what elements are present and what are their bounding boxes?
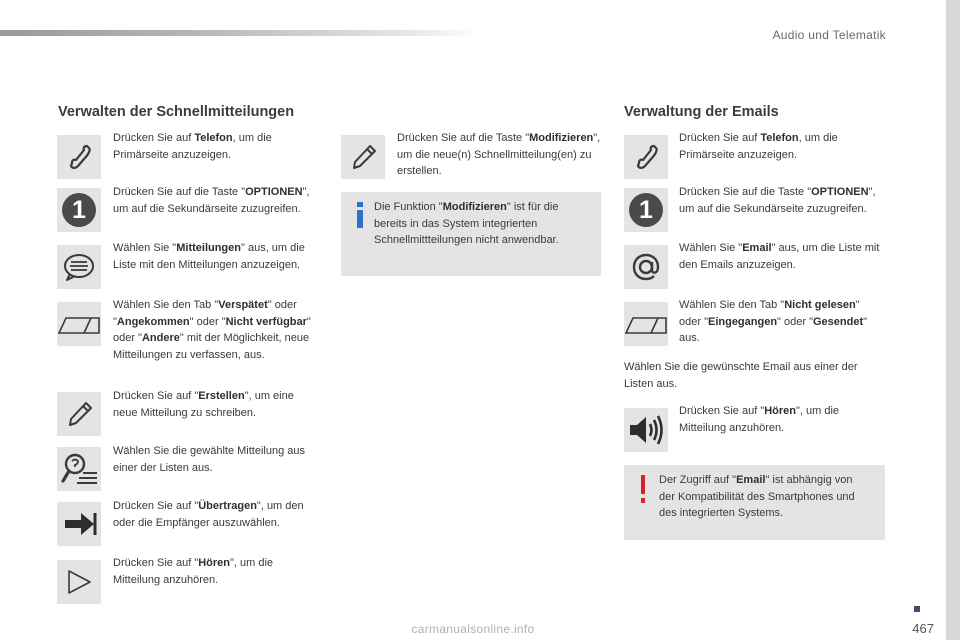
number-1-badge <box>57 188 101 232</box>
section-title-quick-messages: Verwalten der Schnellmitteilungen <box>58 104 295 120</box>
left-step-4-text: Wählen Sie den Tab "Verspätet" oder "Angekommen" oder "Nicht verfügbar" oder "Andere" mit der Möglichkeit, neue Mitteilungen zu verfassen, aus. <box>113 299 311 361</box>
right-step-2-text: Drücken Sie auf die Taste "OPTIONEN", um auf die Sekundärseite zuzugreifen. <box>679 186 876 215</box>
phone-icon <box>624 135 668 179</box>
info-icon <box>355 202 365 228</box>
pencil-icon <box>341 135 385 179</box>
warning-note <box>624 465 885 540</box>
left-step-8-text: Drücken Sie auf "Hören", um die Mitteilung anzuhören. <box>113 557 274 586</box>
warning-note-text: Der Zugriff auf "Email" ist abhängig von der Kompatibilität des Smartphones und des integrierten Systems. <box>659 474 855 519</box>
at-icon <box>624 245 668 289</box>
messages-icon <box>57 245 101 289</box>
left-step-6-text: Wählen Sie die gewählte Mitteilung aus einer der Listen aus. <box>113 445 306 474</box>
number-label: 1 <box>629 193 663 227</box>
right-step-3-text: Wählen Sie "Email" aus, um die Liste mit den Emails anzuzeigen. <box>679 242 880 271</box>
page-number: 467 <box>912 621 934 636</box>
info-note <box>341 192 601 276</box>
left-step-7-text: Drücken Sie auf "Übertragen", um den oder die Empfänger auszuwählen. <box>113 500 304 529</box>
middle-step-text: Drücken Sie auf die Taste "Modifizieren", um die neue(n) Schnellmitteilung(en) zu erstellen. <box>397 132 601 177</box>
tab-icon <box>57 302 101 346</box>
left-step-5-text: Drücken Sie auf "Erstellen", um eine neue Mitteilung zu schreiben. <box>113 390 294 419</box>
forward-icon <box>57 502 101 546</box>
warning-icon <box>638 475 648 503</box>
phone-icon <box>57 135 101 179</box>
watermark: carmanualsonline.info <box>411 622 535 636</box>
play-icon <box>57 560 101 604</box>
search-list-icon <box>57 447 101 491</box>
page-edge-strip <box>946 0 960 640</box>
tab-icon <box>624 302 668 346</box>
section-title-emails: Verwaltung der Emails <box>624 104 779 120</box>
footer-marker <box>914 606 920 612</box>
left-step-2-text: Drücken Sie auf die Taste "OPTIONEN", um auf die Sekundärseite zuzugreifen. <box>113 186 310 215</box>
speaker-icon <box>624 408 668 452</box>
number-1-badge <box>624 188 668 232</box>
pencil-icon <box>57 392 101 436</box>
left-step-1-text: Drücken Sie auf Telefon, um die Primärseite anzuzeigen. <box>113 132 272 161</box>
right-step-4-text: Wählen Sie den Tab "Nicht gelesen" oder "Eingegangen" oder "Gesendet" aus. <box>679 299 868 344</box>
right-listen-text: Drücken Sie auf "Hören", um die Mitteilung anzuhören. <box>679 405 840 434</box>
left-step-3-text: Wählen Sie "Mitteilungen" aus, um die Liste mit den Mitteilungen anzuzeigen. <box>113 242 305 271</box>
header-gradient-bar <box>0 30 480 36</box>
info-note-text: Die Funktion "Modifizieren" ist für die bereits in das System integrierten Schnellmittteilungen nicht anwendbar. <box>374 201 559 246</box>
right-step-1-text: Drücken Sie auf Telefon, um die Primärseite anzuzeigen. <box>679 132 838 161</box>
right-plain-text: Wählen Sie die gewünschte Email aus einer der Listen aus. <box>624 361 858 390</box>
chapter-title: Audio und Telematik <box>772 28 886 42</box>
number-label: 1 <box>62 193 96 227</box>
